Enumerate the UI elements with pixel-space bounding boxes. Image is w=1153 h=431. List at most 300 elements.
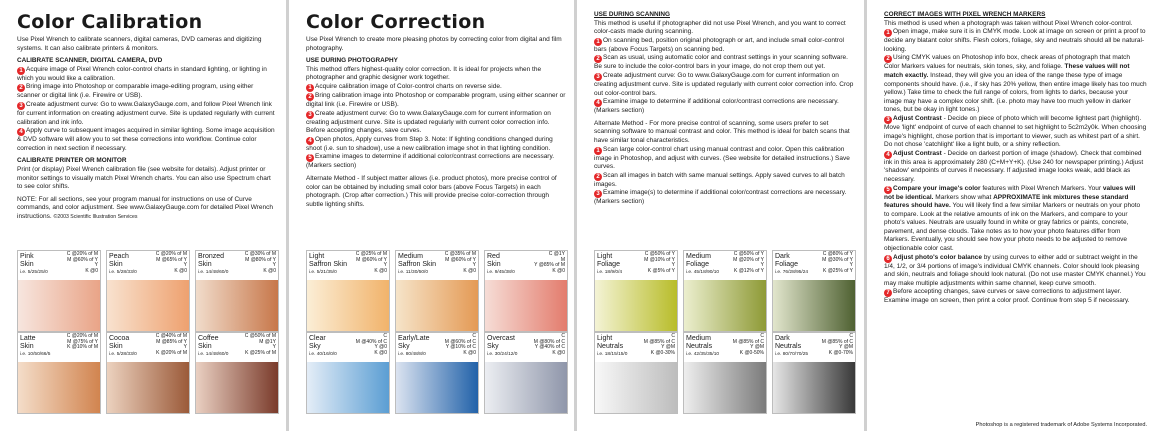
cmyk-line: M @10% of Y bbox=[644, 256, 675, 263]
step-number-icon: 4 bbox=[884, 151, 892, 159]
cmyk-line: K @0 bbox=[374, 267, 387, 274]
cmyk-line: M @80% of Y bbox=[245, 256, 276, 263]
cmyk-line: K @0 bbox=[85, 267, 98, 274]
step-number-icon: 3 bbox=[594, 190, 602, 198]
copyright-text: ©2003 Scientific Illustration Services bbox=[53, 213, 138, 220]
step-emphasis: Adjust photo's color balance bbox=[893, 253, 982, 261]
swatch-gradient bbox=[18, 280, 100, 331]
swatch-gradient bbox=[196, 362, 278, 413]
swatch-label bbox=[398, 335, 430, 351]
swatch-cmyk-values bbox=[733, 252, 764, 274]
cmyk-line: K @0 bbox=[463, 349, 476, 356]
cmyk-line: C @50% of Y bbox=[644, 251, 675, 257]
swatch-name: Foliage bbox=[686, 261, 709, 268]
swatch-cmyk-values bbox=[245, 252, 276, 274]
color-swatch bbox=[195, 250, 279, 332]
color-swatch bbox=[484, 250, 568, 332]
step-text: On scanning bed, position original photograph or art, and include small color-control bars (above Focus Targets) on scanning bed. bbox=[594, 36, 845, 53]
step-text: Create adjustment curve: Go to www.GalaxyGauge.com for current information on creating adjustment curve. Site is updated regularly with current color correction info. Before accepting changes, save curves. bbox=[306, 109, 551, 135]
swatch-gradient bbox=[485, 280, 567, 331]
swatch-gradient bbox=[196, 280, 278, 331]
cmyk-line: M @20% of Y bbox=[733, 256, 764, 263]
swatch-name: Pink bbox=[20, 253, 34, 260]
swatch-label bbox=[686, 253, 711, 269]
swatch-example-values: i.e. 5/21/35/0 bbox=[309, 270, 337, 275]
step-text: You will likely find a few similar Markers or neutrals on your photo to compare. Look at the relative amounts of ink on the Markers, and compare to your photo's values. Neutrals are usually found in white or gray fabrics or paints, concrete, pavement, and dense clouds. Take notes as to how your photo features differ from Markers. Eventually, you should see how your photo needs to be adjusted to remove objectionable color cast. bbox=[884, 202, 1141, 253]
cmyk-line: K @0-70% bbox=[828, 349, 853, 356]
step-number-icon: 7 bbox=[884, 289, 892, 297]
swatch-name: Overcast bbox=[487, 335, 516, 342]
cmyk-line: Y @85% of M bbox=[534, 262, 565, 269]
swatch-name: Light bbox=[597, 253, 613, 260]
swatch-label bbox=[686, 335, 712, 351]
cmyk-line: C bbox=[472, 333, 476, 339]
swatch-name: Skin bbox=[198, 343, 212, 350]
cmyk-line: Y bbox=[272, 262, 276, 269]
color-swatch bbox=[306, 250, 390, 332]
swatch-cmyk-values bbox=[534, 252, 565, 274]
cmyk-line: M @80% of C bbox=[533, 338, 565, 345]
swatch-example-values: i.e. 10/50/66/5 bbox=[20, 352, 51, 357]
swatch-example-values: i.e. 45/18/90/10 bbox=[686, 270, 720, 275]
panel-markers bbox=[867, 0, 1153, 431]
step-number-icon: 4 bbox=[594, 99, 602, 107]
cmyk-line: K @0 bbox=[552, 267, 565, 274]
step-number-icon: 2 bbox=[306, 93, 314, 101]
color-swatch bbox=[772, 332, 856, 414]
cmyk-line: Y bbox=[383, 262, 387, 269]
color-swatch bbox=[17, 250, 101, 332]
panel-content bbox=[884, 11, 1147, 306]
swatch-gradient bbox=[485, 362, 567, 413]
cmyk-line: K @0 bbox=[374, 349, 387, 356]
page-title: Color Calibration bbox=[17, 11, 203, 33]
panel-scanning bbox=[577, 0, 864, 431]
color-swatch bbox=[106, 332, 190, 414]
swatch-name: Skin bbox=[109, 343, 123, 350]
cmyk-line: Y @M bbox=[750, 344, 764, 351]
swatch-example-values: i.e. 18/9/0/4 bbox=[597, 270, 623, 275]
swatch-gradient bbox=[595, 362, 677, 413]
cmyk-line: K @0 bbox=[263, 267, 276, 274]
swatch-example-values: i.e. 5/28/33/0 bbox=[109, 270, 137, 275]
color-swatch bbox=[395, 332, 479, 414]
swatch-name: Bronzed bbox=[198, 253, 225, 260]
cmyk-line: C @1Y bbox=[548, 251, 565, 257]
swatch-name: Light bbox=[597, 335, 613, 342]
swatch-cmyk-values bbox=[156, 252, 187, 274]
step-number-icon: 1 bbox=[884, 29, 892, 37]
swatch-example-values: i.e. 14/48/60/0 bbox=[198, 270, 229, 275]
swatch-label bbox=[20, 335, 36, 351]
cmyk-line: M bbox=[560, 256, 565, 263]
swatch-example-values: i.e. 42/35/35/10 bbox=[686, 352, 720, 357]
section-heading: CALIBRATE SCANNER, DIGITAL CAMERA, DVD bbox=[17, 57, 163, 65]
swatch-example-values: i.e. 14/48/60/0 bbox=[198, 352, 229, 357]
step-number-icon: 2 bbox=[594, 173, 602, 181]
step-text: Create adjustment curve: Go to www.GalaxyGauge.com, and follow Pixel Wrench link for current information on creating adjustment curve. Site is updated regularly with current calibration and ink info. bbox=[17, 100, 275, 126]
cmyk-line: K @12% of Y bbox=[734, 267, 764, 274]
step-number-icon: 3 bbox=[884, 116, 892, 124]
step-number-icon: 1 bbox=[17, 67, 25, 75]
step-number-icon: 4 bbox=[17, 128, 25, 136]
step-text: features with Pixel Wrench Markers. Your bbox=[982, 184, 1102, 192]
color-swatch bbox=[195, 332, 279, 414]
swatch-cmyk-values bbox=[156, 334, 187, 356]
swatch-example-values: i.e. 18/15/15/0 bbox=[597, 352, 628, 357]
alt-step-1 bbox=[594, 146, 856, 172]
swatch-name: Medium bbox=[686, 335, 711, 342]
step-5 bbox=[306, 153, 566, 171]
step-text: Open image, make sure it is in CMYK mode. Look at image on screen or print a proof to decide any blatant color shifts. Flesh colors, foliage, sky and neutrals should all be natural-looking. bbox=[884, 28, 1146, 53]
step-text: Bring image into Photoshop or comparable image-editing program, using either scanner or digital link (i.e. Firewire or USB). bbox=[17, 83, 254, 100]
color-swatch bbox=[306, 332, 390, 414]
cmyk-line: C @20% of M bbox=[155, 251, 187, 257]
step-emphasis: Compare your image's color bbox=[893, 184, 981, 192]
step-3 bbox=[17, 101, 278, 127]
alternate-method-text: Alternate Method - For more precise control of scanning, some users prefer to set scanning software to manual contrast and color. This method is ideal for batch scans that have similar tonal characteristics. bbox=[594, 119, 850, 144]
swatch-label bbox=[775, 253, 798, 269]
cmyk-line: C @20% of M bbox=[66, 333, 98, 339]
step-text: - Decide on piece of photo which will become lightest part (highlight). Move 'light' endpoint of curve of each channel to set highlight to 5c2m2y0k. When choosing image's highlight, chose portion that is important to viewer, such as whitest part of a shirt. Do not chose 'catchlight' like a light bulb, or a shiny reflection. bbox=[884, 114, 1147, 149]
step-number-icon: 1 bbox=[306, 84, 314, 92]
color-swatch bbox=[772, 250, 856, 332]
color-swatch bbox=[683, 250, 767, 332]
swatch-cmyk-values bbox=[445, 252, 476, 274]
cmyk-line: C @20% of M bbox=[66, 251, 98, 257]
step-number-icon: 5 bbox=[306, 154, 314, 162]
swatch-gradient bbox=[107, 362, 189, 413]
swatch-cmyk-values bbox=[534, 334, 565, 356]
swatch-name: Saffron Skin bbox=[398, 261, 437, 268]
step-1 bbox=[884, 28, 1147, 54]
cmyk-line: K @10% of M bbox=[67, 344, 98, 351]
swatch-label bbox=[109, 335, 129, 351]
step-text: Scan as usual, using automatic color and contrast settings in your scanning software. Be sure to include the color-control bars in your image, do not crop them out yet. bbox=[594, 54, 848, 71]
step-number-icon: 3 bbox=[306, 111, 314, 119]
cmyk-line: C @50% of Y bbox=[733, 251, 764, 257]
intro-text-2: This method offers highest-quality color correction. It is ideal for projects when the photographer and graphic designer work together. bbox=[306, 65, 542, 82]
step-text: Examine image(s) to determine if additional color/contrast corrections are necessary. (Markers section) bbox=[594, 189, 847, 206]
step-1 bbox=[306, 83, 566, 92]
swatch-cmyk-values bbox=[445, 334, 476, 356]
cmyk-line: M @30% of Y bbox=[822, 256, 853, 263]
swatch-gradient bbox=[18, 362, 100, 413]
swatch-cmyk-values bbox=[822, 252, 853, 274]
swatch-name: Saffron Skin bbox=[309, 261, 348, 268]
step-text: Acquire calibration image of Color-control charts on reverse side. bbox=[315, 82, 502, 90]
swatch-example-values: i.e. 80/48/8/0 bbox=[398, 352, 426, 357]
swatch-name: Dark bbox=[775, 253, 790, 260]
cmyk-line: C @35% of M bbox=[444, 251, 476, 257]
swatch-name: Red bbox=[487, 253, 500, 260]
cmyk-line: K @0 bbox=[463, 267, 476, 274]
step-number-icon: 1 bbox=[594, 147, 602, 155]
cmyk-line: M @85% of C bbox=[821, 338, 853, 345]
swatch-gradient bbox=[307, 280, 389, 331]
cmyk-line: C @30% of M bbox=[244, 251, 276, 257]
cmyk-line: M @60% of Y bbox=[356, 256, 387, 263]
step-text: - Decide on darkest portion of image (shadow). Check that combined ink in this area is approximately 280 (C+M+Y+K). (Use 240 for newspaper printing.) Adjust 'shadow' endpoints of curves if necessary. If adjusted image looks weak, add black as necessary. bbox=[884, 149, 1144, 183]
color-swatch bbox=[594, 332, 678, 414]
section-heading: USE DURING SCANNING bbox=[594, 11, 670, 18]
swatch-label bbox=[109, 253, 129, 269]
step-4 bbox=[17, 127, 278, 153]
intro-text: This method is useful if photographer did not use Pixel Wrench, and you want to correct color-casts made during scanning. bbox=[594, 19, 846, 36]
intro-text: This method is used when a photograph was taken without Pixel Wrench color-control. bbox=[884, 19, 1133, 27]
swatch-name: Dark bbox=[775, 335, 790, 342]
color-swatch bbox=[17, 332, 101, 414]
swatch-name: Coffee bbox=[198, 335, 219, 342]
step-1 bbox=[594, 37, 856, 55]
step-2 bbox=[17, 83, 278, 101]
cmyk-line: M @75% of Y bbox=[67, 338, 98, 345]
swatch-gradient bbox=[307, 362, 389, 413]
cmyk-line: C @50% of M bbox=[244, 333, 276, 339]
cmyk-line: K @0-30% bbox=[650, 349, 675, 356]
cmyk-line: M @85% of C bbox=[732, 338, 764, 345]
step-text: Scan large color-control chart using manual contrast and color. Open this calibration image in Photoshop, and adjust with curves. (See website for detailed instructions.) Save curves. bbox=[594, 145, 850, 171]
swatch-name: Skin bbox=[20, 261, 34, 268]
step-text: Using CMYK values on Photoshop info box, check areas of photograph that match Color Markers values for neutrals, skin tones, sky, and foliage. bbox=[884, 54, 1131, 71]
swatch-label bbox=[198, 335, 219, 351]
step-6 bbox=[884, 254, 1147, 289]
alt-step-3 bbox=[594, 189, 856, 207]
step-number-icon: 1 bbox=[594, 38, 602, 46]
step-3 bbox=[306, 110, 566, 136]
swatch-example-values: i.e. 5/28/33/0 bbox=[109, 352, 137, 357]
section-heading: CORRECT IMAGES WITH PIXEL WRENCH MARKERS bbox=[884, 11, 1046, 18]
cmyk-line: Y @0 bbox=[374, 344, 387, 351]
swatch-label bbox=[398, 253, 436, 269]
swatch-gradient bbox=[684, 280, 766, 331]
swatch-example-values: i.e. 9/45/38/0 bbox=[487, 270, 515, 275]
cmyk-line: C bbox=[760, 333, 764, 339]
swatch-label bbox=[309, 335, 326, 351]
swatch-label bbox=[775, 335, 801, 351]
step-text: Scan all images in batch with same manual settings. Apply saved curves to all batch images. bbox=[594, 171, 845, 188]
cmyk-line: K @0 bbox=[552, 349, 565, 356]
step-emphasis: Adjust Contrast bbox=[893, 114, 942, 122]
color-swatch bbox=[395, 250, 479, 332]
swatch-name: Neutrals bbox=[775, 343, 802, 350]
section-heading: USE DURING PHOTOGRAPHY bbox=[306, 57, 398, 65]
panel-color-correction bbox=[289, 0, 574, 431]
swatch-gradient bbox=[773, 362, 855, 413]
cmyk-line: K @0 bbox=[174, 267, 187, 274]
swatch-example-values: i.e. 11/30/50/0 bbox=[398, 270, 429, 275]
step-text: Examine images to determine if additional color/contrast corrections are necessary. (Markers section) bbox=[306, 153, 555, 170]
step-emphasis: These values will not match exactly. bbox=[884, 63, 1130, 79]
swatch-label bbox=[487, 335, 515, 351]
cmyk-line: Y bbox=[183, 344, 187, 351]
cmyk-line: K @5% of Y bbox=[647, 267, 675, 274]
swatch-name: Foliage bbox=[775, 261, 798, 268]
alternate-method-text: Alternate Method - If subject matter allows (i.e. product photos), more precise control of color can be obtained by including small color bars (above Focus Targets) in each photograph. (Crop after correction.) This will provide precise color-correction through subtle lighting shifts. bbox=[306, 174, 557, 208]
cmyk-line: Y bbox=[671, 262, 675, 269]
panel-content bbox=[594, 11, 856, 207]
step-4 bbox=[306, 136, 566, 154]
swatch-name: Latte bbox=[20, 335, 36, 342]
swatch-cmyk-values bbox=[644, 252, 675, 274]
cmyk-line: M @1Y bbox=[259, 338, 276, 345]
cmyk-line: K @20% of M bbox=[156, 349, 187, 356]
step-text: Instead, they will give you an idea of the range these type of image components should have. (i.e., if sky has 20% yellow, then entire image likely has too much yellow.) Take time to check the full range of colors, from lights to darks, because your image may have a complex color shift. (i.e. photo may have too much yellow in darker tones, but be okay in light tones.) bbox=[884, 71, 1147, 114]
cmyk-line: Y @M bbox=[839, 344, 853, 351]
swatch-name: Medium bbox=[686, 253, 711, 260]
page-title: Color Correction bbox=[306, 11, 486, 33]
swatch-gradient bbox=[396, 280, 478, 331]
cmyk-line: Y bbox=[849, 262, 853, 269]
cmyk-line: C bbox=[849, 333, 853, 339]
intro-text: Use Pixel Wrench to calibrate scanners, digital cameras, DVD cameras and digitizing systems. It can also calibrate printers & monitors. bbox=[17, 36, 262, 52]
swatch-label bbox=[597, 335, 623, 351]
swatch-label bbox=[597, 253, 620, 269]
printer-text: Print (or display) Pixel Wrench calibration file (see website for details). Adjust printer or monitor settings to visually match Pixel Wrench charts. You can also use Spectrum chart to see color shifts. bbox=[17, 165, 271, 191]
step-2 bbox=[884, 54, 1147, 115]
cmyk-line: C bbox=[561, 333, 565, 339]
step-text: Open photos, Apply curves from Step 3. Note: If lighting conditions changed during shoot (i.e. sun to shadow), use a new calibration image shot in that lighting condition. bbox=[306, 135, 553, 152]
swatch-name: Sky bbox=[398, 343, 410, 350]
step-emphasis: APPROXIMATE ink mixtures these standard features should have. bbox=[884, 193, 1129, 210]
step-number-icon: 3 bbox=[594, 73, 602, 81]
swatch-name: Skin bbox=[198, 261, 212, 268]
swatch-cmyk-values bbox=[356, 252, 387, 274]
step-number-icon: 3 bbox=[17, 102, 25, 110]
step-7 bbox=[884, 288, 1147, 306]
cmyk-line: Y bbox=[183, 262, 187, 269]
swatch-name: Light bbox=[309, 253, 325, 260]
step-number-icon: 6 bbox=[884, 255, 892, 263]
panel-content bbox=[17, 0, 278, 222]
step-text: Acquire image of Pixel Wrench color-control charts in standard lighting, or lighting in which you would like a calibration. bbox=[17, 65, 267, 82]
alt-step-2 bbox=[594, 172, 856, 190]
note-text bbox=[17, 196, 278, 222]
swatch-name: Medium bbox=[398, 253, 423, 260]
swatch-example-values: i.e. 76/28/95/24 bbox=[775, 270, 809, 275]
cmyk-line: C @80% of Y bbox=[822, 251, 853, 257]
swatch-name: Skin bbox=[487, 261, 501, 268]
step-5 bbox=[884, 185, 1147, 254]
color-swatch bbox=[683, 332, 767, 414]
color-swatch bbox=[594, 250, 678, 332]
swatch-name: Neutrals bbox=[597, 343, 624, 350]
swatch-name: Foliage bbox=[597, 261, 620, 268]
step-2 bbox=[306, 92, 566, 110]
cmyk-line: C bbox=[383, 333, 387, 339]
cmyk-line: Y @10% of C bbox=[445, 344, 476, 351]
step-text: Markers show what bbox=[935, 193, 992, 201]
cmyk-line: Y bbox=[472, 262, 476, 269]
step-number-icon: 5 bbox=[884, 186, 892, 194]
swatch-cmyk-values bbox=[245, 334, 276, 356]
cmyk-line: C @25% of M bbox=[355, 251, 387, 257]
step-text: Apply curve to subsequent images acquired in similar lighting. Some image acquisition & DVD software will allow you to set these corrections into workflow. Continue color correction in next section if necessary. bbox=[17, 127, 275, 152]
cmyk-line: K @25% of M bbox=[245, 349, 276, 356]
step-number-icon: 2 bbox=[884, 55, 892, 63]
cmyk-line: Y bbox=[760, 262, 764, 269]
swatch-cmyk-values bbox=[67, 252, 98, 274]
swatch-cmyk-values bbox=[644, 334, 675, 356]
cmyk-line: M @85% of C bbox=[643, 338, 675, 345]
cmyk-line: M @65% of Y bbox=[156, 256, 187, 263]
panel-color-calibration bbox=[0, 0, 286, 431]
color-swatch bbox=[106, 250, 190, 332]
intro-text: Use Pixel Wrench to create more pleasing photos by correcting color from digital and film photography. bbox=[306, 36, 562, 52]
swatch-cmyk-values bbox=[733, 334, 764, 356]
swatch-name: Sky bbox=[487, 343, 499, 350]
swatch-name: Skin bbox=[109, 261, 123, 268]
color-swatch bbox=[484, 332, 568, 414]
step-1 bbox=[17, 66, 278, 84]
step-text: Bring calibration image into Photoshop or comparable program, using either scanner or digital link (i.e. Firewire or USB). bbox=[306, 91, 566, 108]
step-emphasis: values will not be identical. bbox=[884, 184, 1136, 201]
swatch-gradient bbox=[396, 362, 478, 413]
swatch-label bbox=[20, 253, 34, 269]
swatch-cmyk-values bbox=[356, 334, 387, 356]
cmyk-line: C @40% of M bbox=[155, 333, 187, 339]
swatch-name: Skin bbox=[20, 343, 34, 350]
swatch-name: Cocoa bbox=[109, 335, 130, 342]
step-number-icon: 2 bbox=[17, 84, 25, 92]
swatch-gradient bbox=[773, 280, 855, 331]
step-text: by using curves to either add or subtract weight in the 1/4, 1/2, or 3/4 portions of image's individual CMYK channels. Color should look pleasing and skin, neutrals and foliage should look natural. (Do not use master CMYK channel.) You may make multiple adjustments within same channel, keep curve smooth. bbox=[884, 253, 1146, 287]
cmyk-line: M @60% of Y bbox=[67, 256, 98, 263]
cmyk-line: Y bbox=[272, 344, 276, 351]
cmyk-line: M @40% of C bbox=[355, 338, 387, 345]
swatch-example-values: i.e. 30/24/12/0 bbox=[487, 352, 518, 357]
step-emphasis: Adjust Contrast bbox=[893, 149, 942, 157]
cmyk-line: Y @M bbox=[661, 344, 675, 351]
swatch-label bbox=[198, 253, 224, 269]
swatch-label bbox=[487, 253, 501, 269]
swatch-gradient bbox=[595, 280, 677, 331]
swatch-name: Early/Late bbox=[398, 335, 430, 342]
step-number-icon: 4 bbox=[306, 137, 314, 145]
swatch-name: Neutrals bbox=[686, 343, 713, 350]
note-body: NOTE: For all sections, see your program manual for instructions on use of Curve commands, and color adjustment. See www.GalaxyGauge.com for detailed Pixel Wrench instructions. bbox=[17, 195, 274, 220]
cmyk-line: Y @40% of C bbox=[534, 344, 565, 351]
swatch-name: Clear bbox=[309, 335, 326, 342]
trademark-notice: Photoshop is a registered trademark of Adobe Systems Incorporated. bbox=[975, 422, 1147, 428]
swatch-example-values: i.e. 5/25/25/0 bbox=[20, 270, 48, 275]
panel-content bbox=[306, 0, 566, 209]
step-3 bbox=[594, 72, 856, 98]
step-4 bbox=[594, 98, 856, 116]
cmyk-line: Y bbox=[94, 262, 98, 269]
step-3 bbox=[884, 115, 1147, 150]
step-2 bbox=[594, 54, 856, 72]
swatch-gradient bbox=[684, 362, 766, 413]
cmyk-line: K @25% of Y bbox=[823, 267, 853, 274]
swatch-example-values: i.e. 80/70/70/25 bbox=[775, 352, 809, 357]
step-text: Examine image to determine if additional color/contrast corrections are necessary. (Markers section) bbox=[594, 98, 839, 115]
step-number-icon: 2 bbox=[594, 55, 602, 63]
step-text: Create adjustment curve: Go to www.GalaxyGauge.com for current information on creating adjustment curve. Site is updated regularly with current color correction info. Crop out color-control bars. bbox=[594, 71, 854, 97]
section-heading: CALIBRATE PRINTER OR MONITOR bbox=[17, 157, 127, 165]
cmyk-line: M @60% of Y bbox=[445, 256, 476, 263]
swatch-label bbox=[309, 253, 347, 269]
swatch-example-values: i.e. 40/16/0/0 bbox=[309, 352, 337, 357]
swatch-cmyk-values bbox=[67, 334, 98, 351]
cmyk-line: C bbox=[671, 333, 675, 339]
step-4 bbox=[884, 150, 1147, 185]
cmyk-line: K @0-50% bbox=[739, 349, 764, 356]
swatch-name: Peach bbox=[109, 253, 129, 260]
cmyk-line: M @85% of Y bbox=[156, 338, 187, 345]
swatch-gradient bbox=[107, 280, 189, 331]
swatch-name: Sky bbox=[309, 343, 321, 350]
